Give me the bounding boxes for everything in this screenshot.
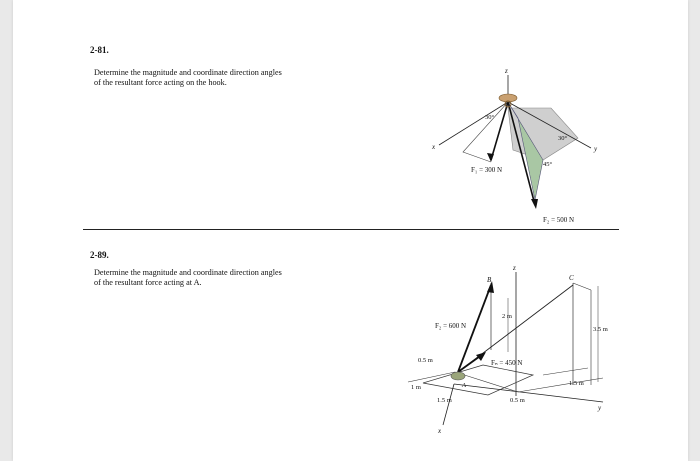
frame-force-figure: [13, 0, 688, 461]
x-axis-label: x: [432, 143, 436, 151]
point-b-label: B: [487, 276, 492, 284]
problem-2-81-line1: Determine the magnitude and coordinate direction angles: [94, 68, 282, 77]
point-a-label: A: [462, 382, 466, 389]
y-axis-label: y: [594, 145, 598, 153]
base-plate-outline: [423, 365, 533, 395]
dim-15m-left-label: 1.5 m: [437, 397, 452, 404]
point-c-label: C: [569, 274, 574, 282]
dim-2m-label: 2 m: [502, 313, 512, 320]
fc-label: Fₙ = 450 N: [491, 359, 523, 367]
dim-35m-label: 3.5 m: [593, 326, 608, 333]
z-axis-label: z: [505, 67, 508, 75]
angle-30-right: 30°: [558, 135, 568, 142]
problem-2-89-line1: Determine the magnitude and coordinate direction angles: [94, 268, 282, 277]
dim-15m-right-label: 1.5 m: [569, 380, 584, 387]
problem-2-89-line2: of the resultant force acting at A.: [94, 277, 202, 287]
problem-number-2-89: 2-89.: [90, 250, 109, 260]
f2-label: F₂ = 500 N: [543, 216, 575, 224]
dim-line-15m-right: [543, 368, 588, 375]
problem-number-2-81: 2-81.: [90, 45, 109, 55]
x-axis-label-2: x: [438, 427, 442, 435]
fc-arrowhead: [476, 352, 486, 361]
support-a-icon: [451, 372, 465, 380]
x-axis-2: [443, 384, 454, 425]
fb-label: F₂ = 600 N: [435, 322, 467, 330]
problem-2-81-line2: of the resultant force acting on the hook.: [94, 77, 227, 87]
angle-30-top: 30°: [485, 114, 495, 121]
dim-05m-bottom-label: 0.5 m: [510, 397, 525, 404]
f1-label: F₁ = 300 N: [471, 166, 503, 174]
textbook-page: [13, 0, 688, 461]
y-axis-label-2: y: [598, 404, 602, 412]
dim-05m-left-label: 0.5 m: [418, 357, 433, 364]
dim-1m-label: 1 m: [411, 384, 421, 391]
angle-45: 45°: [543, 161, 553, 168]
pole-c-top: [573, 283, 591, 290]
z-axis-label-2: z: [513, 264, 516, 272]
